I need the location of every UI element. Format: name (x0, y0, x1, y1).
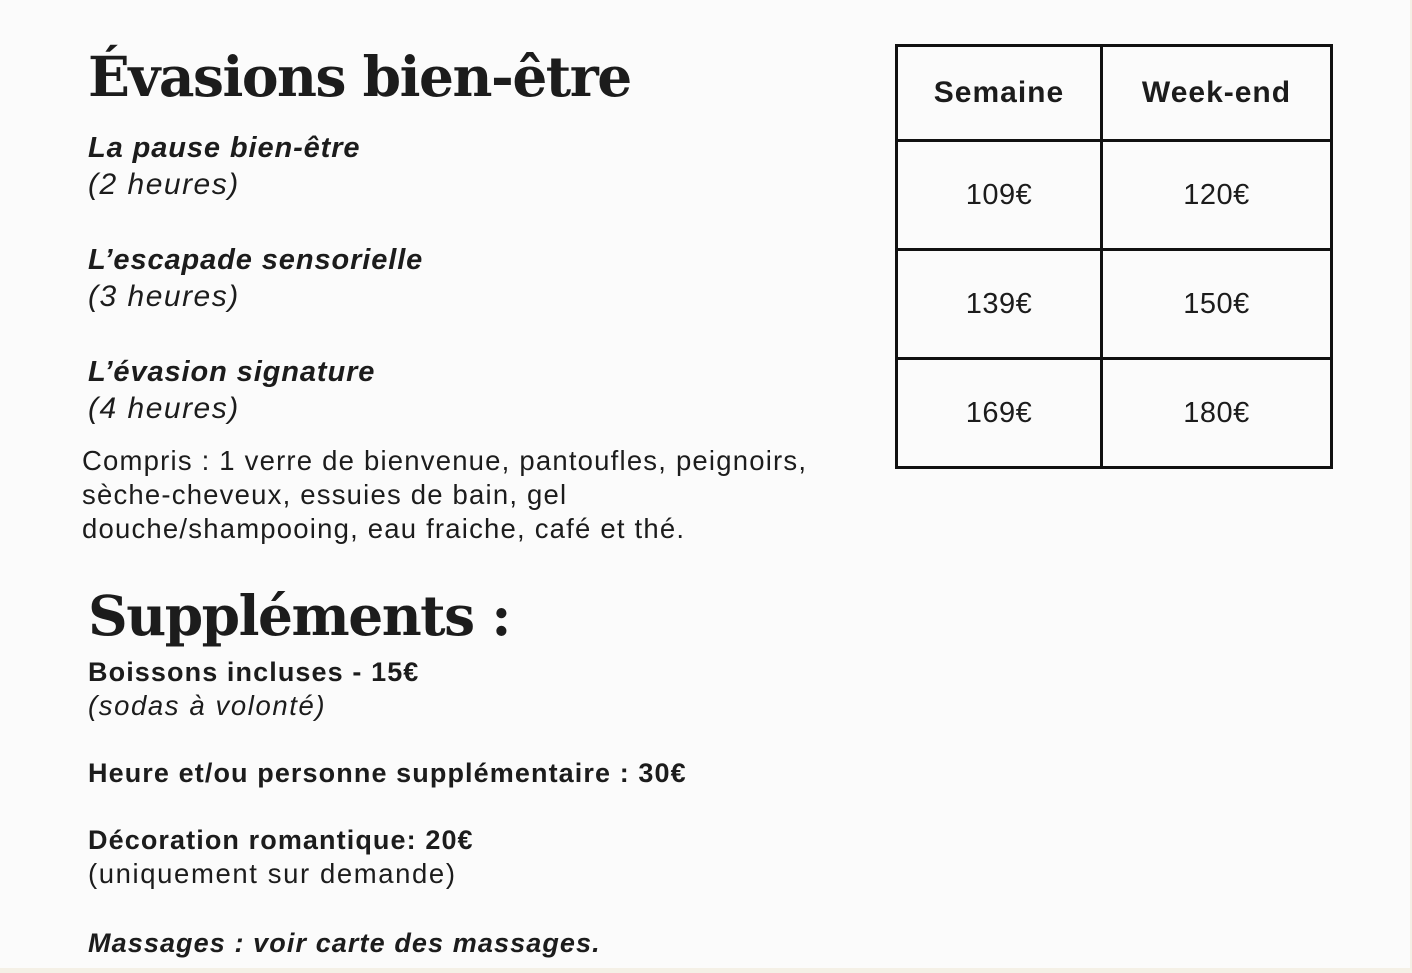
included-items: Compris : 1 verre de bienvenue, pantoufles, peignoirs, sèche-cheveux, essuies de bain, gel douche/shampooing, eau fraiche, café et thé. (82, 445, 808, 544)
table-row (897, 250, 1332, 359)
supplement-label: Boissons incluses - 15€ (88, 657, 420, 687)
table-row (897, 359, 1332, 468)
page-title: Évasions bien-être (88, 44, 631, 109)
supplement-decoration (88, 823, 474, 891)
formula-duration: (3 heures) (88, 280, 240, 313)
table-header-row (897, 46, 1332, 141)
formula-name: La pause bien-être (88, 132, 361, 164)
formula-escapade (88, 241, 423, 315)
table-row (897, 141, 1332, 250)
price-table (895, 44, 1333, 469)
column-header-semaine: Semaine (897, 46, 1102, 141)
supplements-title: Suppléments : (88, 583, 511, 648)
supplement-label: Heure et/ou personne supplémentaire : 30€ (88, 758, 687, 788)
formula-name: L’évasion signature (88, 356, 376, 388)
formula-name: L’escapade sensorielle (88, 244, 424, 276)
price-cell: 150€ (1102, 250, 1332, 359)
price-cell: 169€ (897, 359, 1102, 468)
formula-duration: (2 heures) (88, 168, 240, 201)
supplement-label: Décoration romantique: 20€ (88, 825, 474, 855)
formula-pause (88, 129, 360, 203)
massages-note: Massages : voir carte des massages. (88, 928, 601, 958)
supplement-note: (uniquement sur demande) (88, 858, 457, 889)
price-cell: 139€ (897, 250, 1102, 359)
price-cell: 180€ (1102, 359, 1332, 468)
column-header-weekend: Week-end (1102, 46, 1332, 141)
formula-signature (88, 353, 375, 427)
price-cell: 120€ (1102, 141, 1332, 250)
price-cell: 109€ (897, 141, 1102, 250)
supplement-drinks (88, 655, 419, 723)
formula-duration: (4 heures) (88, 392, 240, 425)
supplement-extra-hour (88, 756, 687, 790)
supplement-note: (sodas à volonté) (88, 690, 327, 721)
